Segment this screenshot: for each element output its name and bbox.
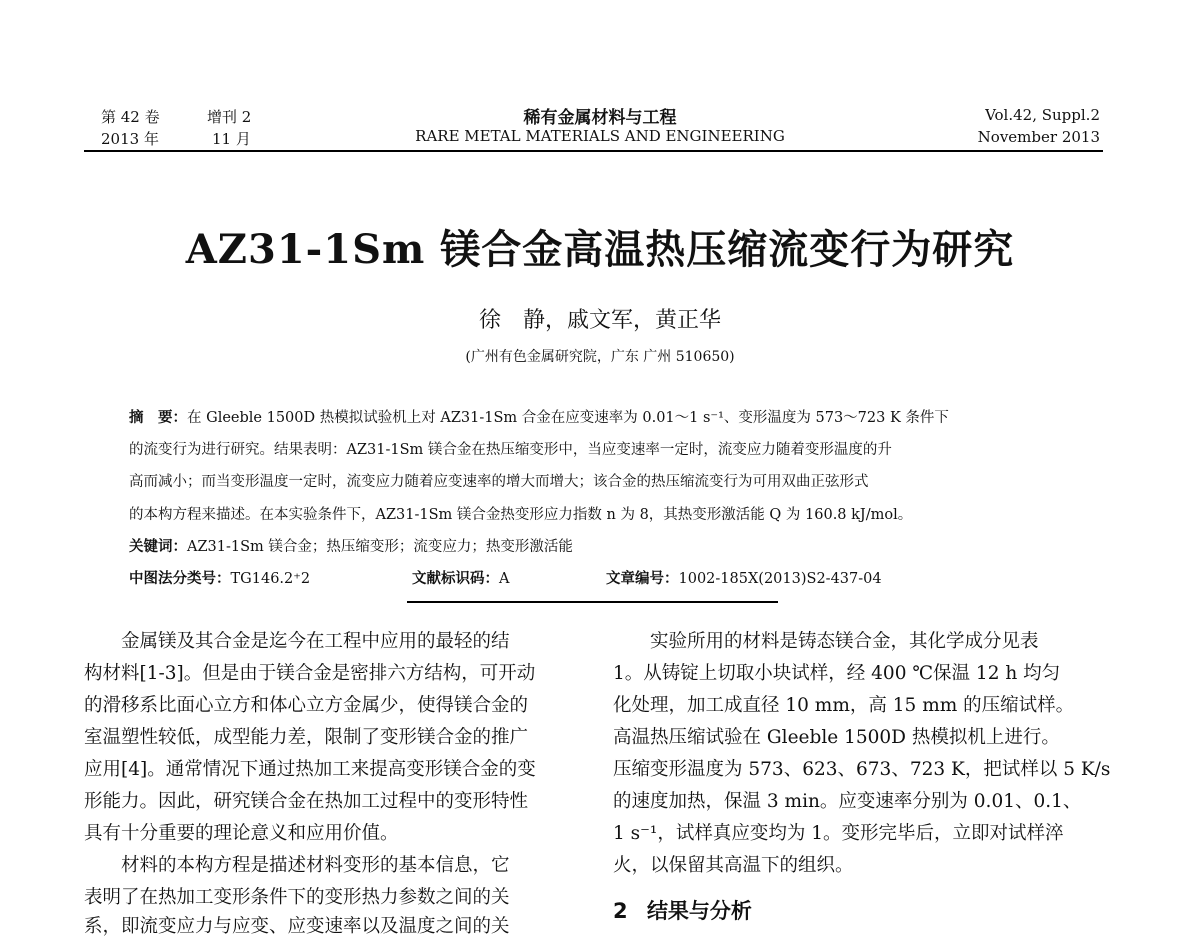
right-column-line: 火，以保留其高温下的组织。 bbox=[613, 855, 854, 876]
doc-code-label: 文献标识码： bbox=[412, 571, 499, 587]
abstract-text: 在 Gleeble 1500D 热模拟试验机上对 AZ31-1Sm 合金在应变速率为 0.01～1 s⁻¹、变形温度为 573～723 K 条件下 bbox=[187, 410, 949, 426]
keywords-label: 关键词： bbox=[129, 539, 187, 555]
right-column-line: 1 s⁻¹，试样真应变均为 1。变形完毕后，立即对试样淬 bbox=[613, 823, 1064, 844]
left-column-line: 室温塑性较低，成型能力差，限制了变形镁合金的推广 bbox=[84, 727, 529, 748]
article-no: 1002-185X(2013)S2-437-04 bbox=[678, 571, 882, 587]
keywords-line bbox=[129, 535, 573, 556]
left-column-line: 金属镁及其合金是迄今在工程中应用的最轻的结 bbox=[84, 631, 510, 652]
article-no-label: 文章编号： bbox=[606, 571, 679, 587]
left-column-line: 的滑移系比面心立方和体心立方金属少，使得镁合金的 bbox=[84, 695, 529, 716]
header-volume-en: Vol.42, Suppl.2 bbox=[985, 106, 1100, 124]
abstract-line: 高而减小；而当变形温度一定时，流变应力随着应变速率的增大而增大；该合金的热压缩流变行为可用双曲正弦形式 bbox=[129, 474, 869, 490]
clc-number: TG146.2⁺2 bbox=[230, 571, 311, 587]
right-column-line: 的速度加热，保温 3 min。应变速率分别为 0.01、0.1、 bbox=[613, 791, 1082, 812]
left-column-line: 表明了在热加工变形条件下的变形热力参数之间的关 bbox=[84, 887, 510, 908]
journal-title-en: RARE METAL MATERIALS AND ENGINEERING bbox=[415, 127, 785, 145]
affiliation: (广州有色金属研究院，广东 广州 510650) bbox=[465, 349, 735, 365]
header-volume: 第 42 卷 bbox=[101, 108, 160, 126]
right-column-line: 1。从铸锭上切取小块试样，经 400 ℃保温 12 h 均匀 bbox=[613, 663, 1061, 684]
section-heading bbox=[613, 895, 752, 925]
header-year: 2013 年 bbox=[101, 130, 159, 148]
abstract-line bbox=[129, 406, 949, 427]
header-rule bbox=[84, 150, 1103, 152]
right-column-line: 化处理，加工成直径 10 mm，高 15 mm 的压缩试样。 bbox=[613, 695, 1075, 716]
abstract-label: 摘 要： bbox=[129, 410, 187, 426]
clc-line bbox=[129, 567, 310, 588]
header-date-en: November 2013 bbox=[977, 128, 1100, 146]
doc-code: A bbox=[499, 571, 510, 587]
right-column-line: 高温热压缩试验在 Gleeble 1500D 热模拟机上进行。 bbox=[613, 727, 1060, 748]
keywords: AZ31-1Sm 镁合金；热压缩变形；流变应力；热变形激活能 bbox=[187, 539, 573, 555]
section-number: 2 bbox=[613, 899, 628, 923]
authors: 徐 静，戚文军，黄正华 bbox=[478, 308, 721, 333]
left-column-line: 系，即流变应力与应变、应变速率以及温度之间的关 bbox=[84, 916, 510, 937]
clc-label: 中图法分类号： bbox=[129, 571, 231, 587]
left-column-line: 具有十分重要的理论意义和应用价值。 bbox=[84, 823, 399, 844]
left-column-line: 形能力。因此，研究镁合金在热加工过程中的变形特性 bbox=[84, 791, 529, 812]
left-column-line: 构材料[1-3]。但是由于镁合金是密排六方结构，可开动 bbox=[84, 663, 536, 684]
right-column-line: 实验所用的材料是铸态镁合金，其化学成分见表 bbox=[613, 631, 1039, 652]
header-issue: 增刊 2 bbox=[207, 108, 252, 126]
article-no-line bbox=[606, 567, 882, 588]
left-column-line: 材料的本构方程是描述材料变形的基本信息，它 bbox=[84, 855, 510, 876]
section-title: 结果与分析 bbox=[646, 899, 752, 923]
doc-code-line bbox=[412, 567, 509, 588]
abstract-rule bbox=[407, 601, 778, 603]
abstract-line: 的流变行为进行研究。结果表明：AZ31-1Sm 镁合金在热压缩变形中，当应变速率一定时，流变应力随着变形温度的升 bbox=[129, 442, 892, 458]
header-month: 11 月 bbox=[212, 130, 251, 148]
right-column-line: 压缩变形温度为 573、623、673、723 K，把试样以 5 K/s bbox=[613, 759, 1111, 780]
article-title: AZ31-1Sm 镁合金高温热压缩流变行为研究 bbox=[185, 226, 1015, 273]
abstract-line: 的本构方程来描述。在本实验条件下，AZ31-1Sm 镁合金热变形应力指数 n 为 8，其热变形激活能 Q 为 160.8 kJ/mol。 bbox=[129, 507, 913, 523]
journal-title-cn: 稀有金属材料与工程 bbox=[523, 108, 677, 128]
left-column-line: 应用[4]。通常情况下通过热加工来提高变形镁合金的变 bbox=[84, 759, 536, 780]
